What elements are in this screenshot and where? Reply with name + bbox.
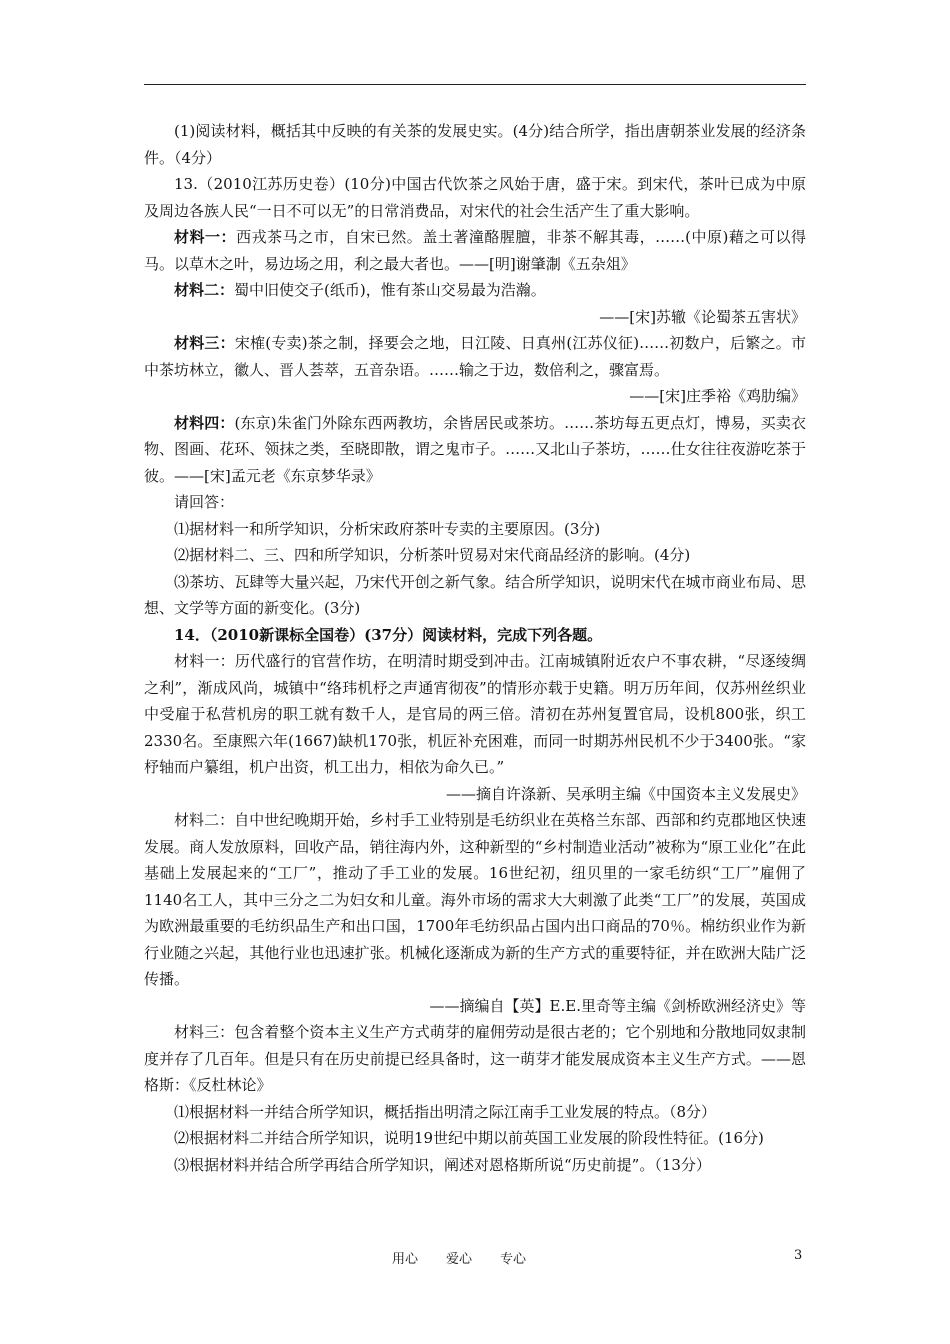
- q13-material-2: [144, 277, 806, 304]
- material-label: 材料一：: [174, 228, 237, 246]
- page-content: [144, 118, 806, 1178]
- material-text: 宋榷(专卖)茶之制，择要会之地，日江陵、日真州(江苏仪征)……初数户，后繁之。市中茶坊林立，徽人、晋人荟萃，五音杂语。……输之于边，数倍利之，骤富焉。: [144, 334, 806, 379]
- page-number: 3: [794, 1248, 803, 1263]
- material-text: (东京)朱雀门外除东西两教坊，余皆居民或茶坊。……茶坊每五更点灯，博易，买卖衣物、图画、花环、领抹之类，至晓即散，谓之鬼市子。……又北山子茶坊，……仕女往往夜游吃茶于彼。——[宋]孟元老《东京梦华录》: [144, 413, 806, 485]
- q13-material-3: [144, 330, 806, 383]
- material-text: 西戎茶马之市，自宋已然。盖土著潼酪腥膻，非茶不解其毒，……(中原)藉之可以得马。以草木之叶，易边场之用，利之最大者也。——[明]谢肇淛《五杂俎》: [144, 228, 806, 273]
- q13-prompt: 请回答：: [174, 493, 235, 511]
- q13-sub3: ⑶茶坊、瓦肆等大量兴起，乃宋代开创之新气象。结合所学知识，说明宋代在城市商业布局、思想、文学等方面的新变化。(3分): [144, 572, 806, 617]
- motto-word: 爱心: [446, 1252, 473, 1267]
- q13-sub2: ⑵据材料二、三、四和所学知识，分析茶叶贸易对宋代商品经济的影响。(4分): [174, 546, 691, 564]
- header-rule: [144, 84, 806, 85]
- q14-material-2: 材料二：自中世纪晚期开始，乡村手工业特别是毛纺织业在英格兰东部、西部和约克郡地区快速发展。商人发放原料，回收产品，销往海内外，这种新型的“乡村制造业活动”被称为“原工业化”在此基础上发展起来的“工厂”，推动了手工业的发展。16世纪初，纽贝里的一家毛纺织“工厂”雇佣了1140名工人，其中三分之二为妇女和儿童。海外市场的需求大大刺激了此类“工厂”的发展，英国成为欧洲最重要的毛纺织品生产和出口国，1700年毛纺织品占国内出口商品的70％。棉纺织业作为新行业随之兴起，其他行业也迅速扩张。机械化逐渐成为新的生产方式的重要特征，并在欧洲大陆广泛传播。: [144, 811, 806, 988]
- citation: ——[宋]庄季裕《鸡肋编》: [629, 387, 806, 405]
- q14-material-1: 材料一：历代盛行的官营作坊，在明清时期受到冲击。江南城镇附近农户不事农耕，“尽逐绫绸之利”，渐成风尚，城镇中“络玮机杼之声通宵彻夜”的情形亦载于史籍。明万历年间，仅苏州丝织业中受雇于私营机房的职工就有数千人，是官局的两三倍。清初在苏州复置官局，设机800张，织工2330名。至康熙六年(1667)缺机170张，机匠补充困难，而同一时期苏州民机不少于3400张。“家杼轴而户纂组，机户出资，机工出力，相依为命久已。”: [144, 652, 806, 776]
- q14-sub3: ⑶根据材料并结合所学再结合所学知识，阐述对恩格斯所说“历史前提”。（13分）: [174, 1155, 711, 1174]
- motto-word: 专心: [500, 1252, 527, 1267]
- q12-sub1: (1)阅读材料，概括其中反映的有关茶的发展史实。(4分)结合所学，指出唐朝茶业发展的经济条件。（4分）: [144, 122, 806, 167]
- citation: ——摘编自【英】E.E.里奇等主编《剑桥欧洲经济史》等: [429, 996, 806, 1015]
- q14-sub1: ⑴根据材料一并结合所学知识，概括指出明清之际江南手工业发展的特点。（8分）: [174, 1102, 717, 1121]
- material-label: 材料四：: [174, 413, 235, 432]
- material-text: 蜀中旧使交子(纸币)，惟有茶山交易最为浩瀚。: [234, 281, 546, 299]
- q13-sub1: ⑴据材料一和所学知识，分析宋政府茶叶专卖的主要原因。(3分): [174, 519, 601, 538]
- material-label: 材料二：: [174, 281, 235, 299]
- q14-heading: 14．（2010新课标全国卷）(37分）阅读材料，完成下列各题。: [174, 625, 603, 644]
- material-label: 材料三：: [174, 334, 235, 352]
- q13-material-4: [144, 410, 806, 490]
- q13-material-1: [144, 224, 806, 277]
- q13-stem: 13.（2010江苏历史卷）(10分)中国古代饮茶之风始于唐，盛于宋。到宋代，茶叶已成为中原及周边各族人民“一日不可以无”的日常消费品，对宋代的社会生活产生了重大影响。: [144, 175, 806, 220]
- q14-stem: [144, 622, 806, 649]
- q14-sub2: ⑵根据材料二并结合所学知识，说明19世纪中期以前英国工业发展的阶段性特征。(16分): [174, 1129, 764, 1147]
- citation: ——[宋]苏辙《论蜀茶五害状》: [599, 307, 806, 326]
- citation: ——摘自许涤新、吴承明主编《中国资本主义发展史》: [445, 784, 806, 803]
- motto-word: 用心: [392, 1252, 419, 1267]
- q14-material-3: 材料三：包含着整个资本主义生产方式萌芽的雇佣劳动是很古老的；它个别地和分散地同奴隶制度并存了几百年。但是只有在历史前提已经具备时，这一萌芽才能发展成资本主义生产方式。——恩格斯：《反杜林论》: [144, 1023, 806, 1094]
- footer-motto: [392, 1248, 554, 1267]
